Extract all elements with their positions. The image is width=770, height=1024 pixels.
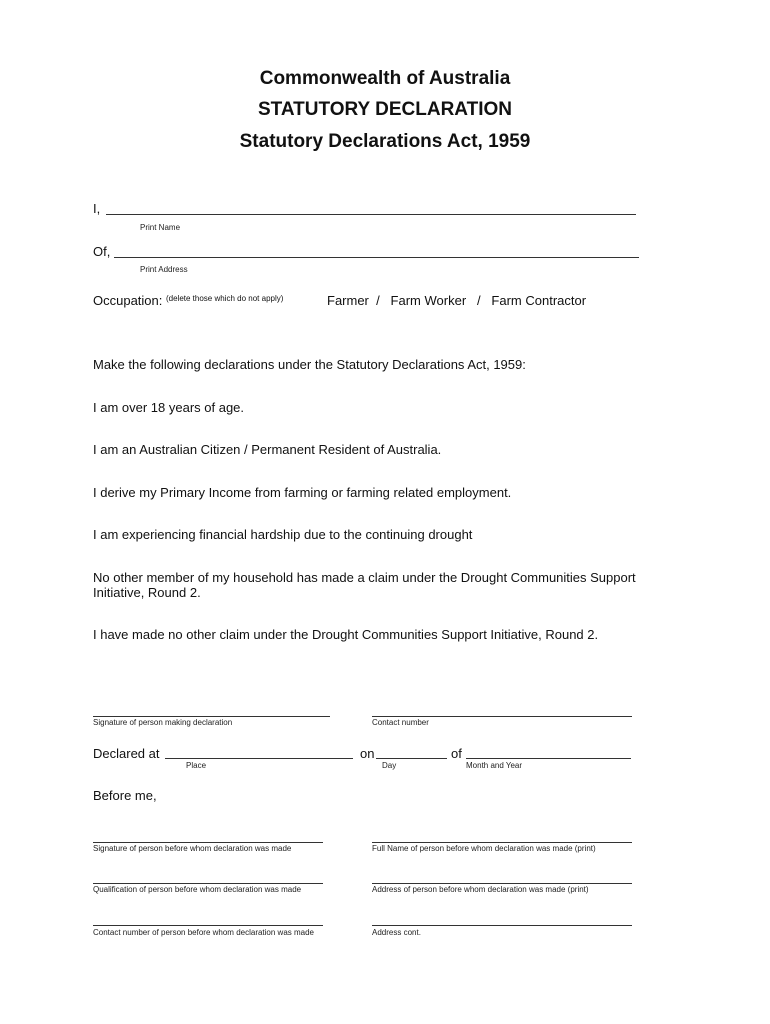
occupation-options[interactable]: Farmer / Farm Worker / Farm Contractor [327, 293, 587, 308]
statement-household: No other member of my household has made a claim under the Drought Communities Support Initiative, Round 2. [93, 570, 636, 600]
before-me-label: Before me, [93, 788, 157, 803]
occupation-note: (delete those which do not apply) [166, 294, 284, 303]
witness-full-name-field[interactable] [372, 842, 632, 843]
witness-qualification-caption: Qualification of person before whom declaration was made [93, 885, 302, 894]
address-cont-caption: Address cont. [372, 928, 421, 937]
witness-signature-caption: Signature of person before whom declaration was made [93, 844, 292, 853]
declaration-intro: Make the following declarations under the Statutory Declarations Act, 1959: [93, 357, 526, 372]
i-label: I, [93, 201, 101, 216]
print-address-field[interactable] [114, 257, 639, 258]
day-field[interactable] [376, 758, 447, 759]
place-field[interactable] [165, 758, 353, 759]
print-name-field[interactable] [106, 214, 636, 215]
on-label: on [360, 746, 375, 761]
of-label: Of, [93, 244, 111, 259]
form-title-act: Statutory Declarations Act, 1959 [239, 131, 531, 152]
address-cont-field[interactable] [372, 925, 632, 926]
witness-address-field[interactable] [372, 883, 632, 884]
witness-full-name-caption: Full Name of person before whom declaration was made (print) [372, 844, 596, 853]
witness-address-caption: Address of person before whom declaration was made (print) [372, 885, 589, 894]
declared-at-label: Declared at [93, 746, 160, 761]
print-name-caption: Print Name [140, 223, 181, 232]
signature-field[interactable] [93, 716, 330, 717]
place-caption: Place [186, 761, 207, 770]
of-date-label: of [451, 746, 462, 761]
witness-qualification-field[interactable] [93, 883, 323, 884]
signature-caption: Signature of person making declaration [93, 718, 233, 727]
form-title-commonwealth: Commonwealth of Australia [259, 68, 511, 89]
statement-no-other-claim: I have made no other claim under the Drought Communities Support Initiative, Round 2. [93, 627, 599, 642]
day-caption: Day [382, 761, 397, 770]
form-title-statutory-declaration: STATUTORY DECLARATION [257, 99, 513, 120]
contact-number-field[interactable] [372, 716, 632, 717]
witness-signature-field[interactable] [93, 842, 323, 843]
witness-contact-caption: Contact number of person before whom declaration was made [93, 928, 315, 937]
month-year-caption: Month and Year [466, 761, 523, 770]
print-address-caption: Print Address [140, 265, 188, 274]
contact-number-caption: Contact number [372, 718, 429, 727]
month-year-field[interactable] [466, 758, 631, 759]
statement-age: I am over 18 years of age. [93, 400, 245, 415]
statement-citizenship: I am an Australian Citizen / Permanent Resident of Australia. [93, 442, 442, 457]
statement-hardship: I am experiencing financial hardship due to the continuing drought [93, 527, 473, 542]
witness-contact-field[interactable] [93, 925, 323, 926]
occupation-label: Occupation: [93, 293, 163, 308]
statement-income: I derive my Primary Income from farming or farming related employment. [93, 485, 512, 500]
